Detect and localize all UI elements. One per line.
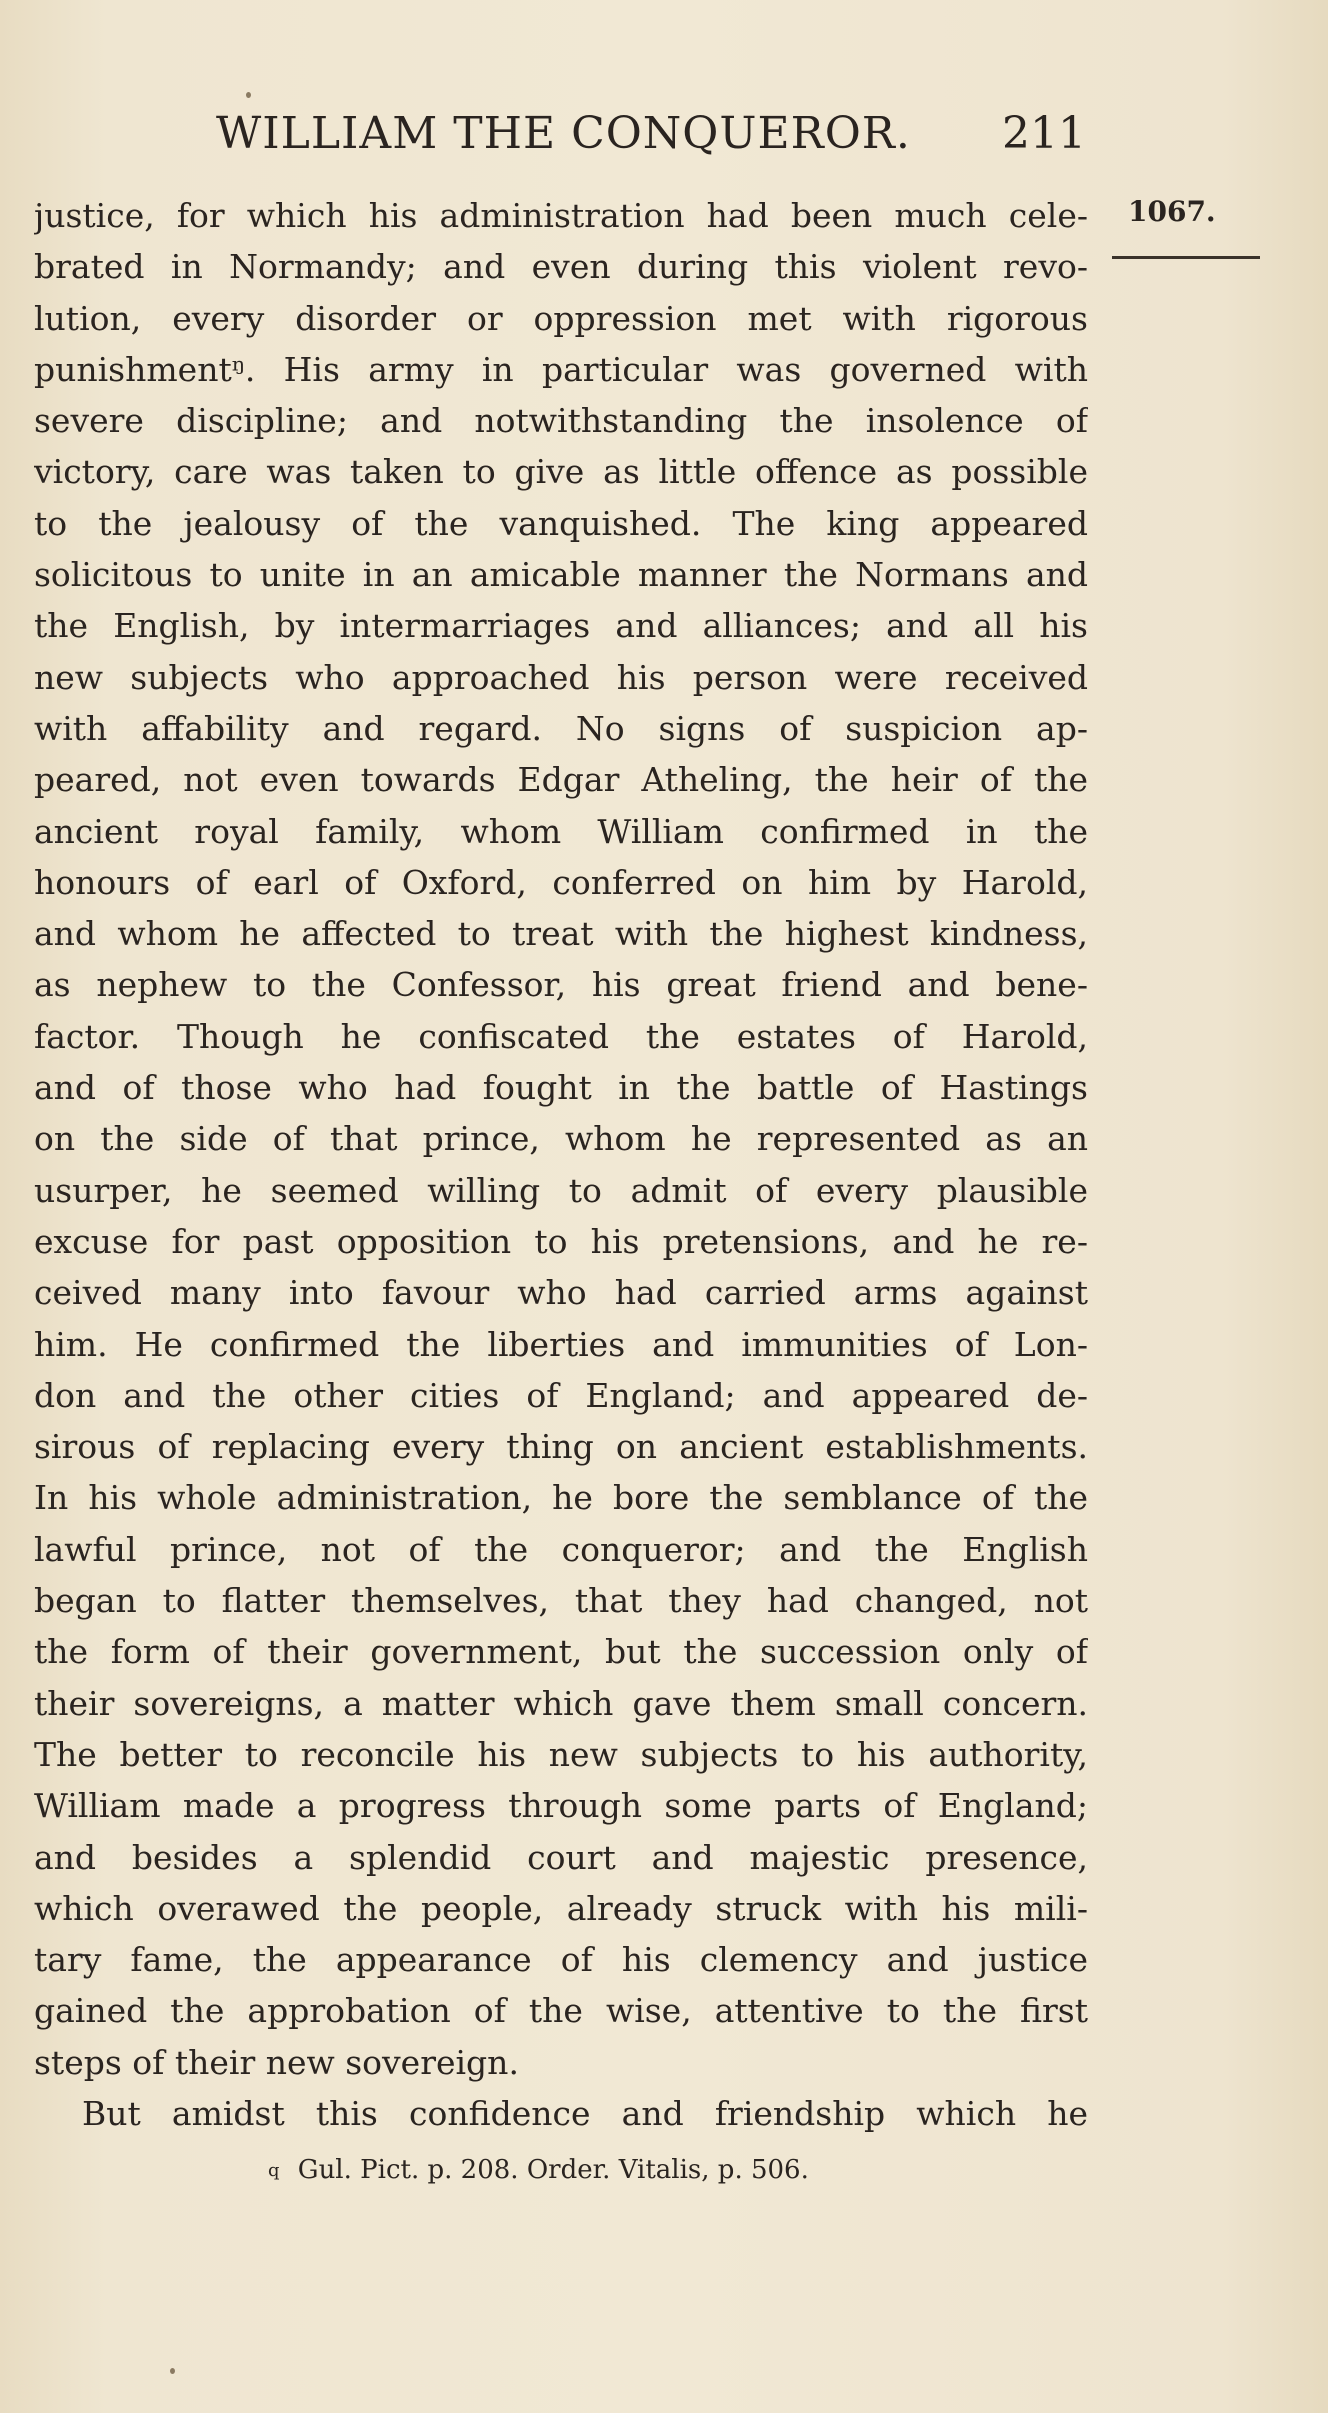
- text-line: victory, care was taken to give as little offence as possible: [34, 452, 1088, 492]
- text-line: ancient royal family, whom William confirmed in the: [34, 811, 1088, 851]
- paper-speck: [246, 92, 251, 98]
- text-line: solicitous to unite in an amicable manner the Normans and: [34, 555, 1088, 595]
- running-header: [216, 108, 1086, 168]
- text-line: punishmentᵑ. His army in particular was governed with: [34, 349, 1088, 389]
- margin-year-note: 1067.: [1128, 195, 1216, 228]
- text-line: gained the approbation of the wise, attentive to the first: [34, 1991, 1088, 2031]
- text-line: William made a progress through some parts of England;: [34, 1786, 1088, 1826]
- text-line: But amidst this confidence and friendship which he: [82, 2093, 1088, 2133]
- text-line: with affability and regard. No signs of suspicion ap-: [34, 708, 1088, 748]
- text-line: and besides a splendid court and majestic presence,: [34, 1837, 1088, 1877]
- text-line: the form of their government, but the succession only of: [34, 1632, 1088, 1672]
- text-line: excuse for past opposition to his pretensions, and he re-: [34, 1221, 1088, 1261]
- text-line: began to flatter themselves, that they had changed, not: [34, 1581, 1088, 1621]
- text-line: on the side of that prince, whom he represented as an: [34, 1119, 1088, 1159]
- text-line: severe discipline; and notwithstanding the insolence of: [34, 401, 1088, 441]
- text-line: The better to reconcile his new subjects to his authority,: [34, 1734, 1088, 1774]
- text-line: usurper, he seemed willing to admit of every plausible: [34, 1170, 1088, 1210]
- text-line: which overawed the people, already struck with his mili-: [34, 1888, 1088, 1928]
- running-title: WILLIAM THE CONQUEROR.: [216, 108, 911, 159]
- page-number: 211: [1002, 108, 1086, 159]
- text-line: ceived many into favour who had carried arms against: [34, 1273, 1088, 1313]
- footnote-text: Gul. Pict. p. 208. Order. Vitalis, p. 506.: [297, 2155, 809, 2185]
- text-line: new subjects who approached his person were received: [34, 657, 1088, 697]
- text-line: the English, by intermarriages and alliances; and all his: [34, 606, 1088, 646]
- text-line: don and the other cities of England; and appeared de-: [34, 1375, 1088, 1415]
- text-line: as nephew to the Confessor, his great friend and bene-: [34, 965, 1088, 1005]
- text-line: justice, for which his administration had been much cele-: [34, 196, 1088, 235]
- text-line: steps of their new sovereign.: [34, 2042, 519, 2082]
- footnote: [268, 2155, 809, 2185]
- text-line: their sovereigns, a matter which gave them small concern.: [34, 1683, 1088, 1723]
- text-line: tary fame, the appearance of his clemency and justice: [34, 1940, 1088, 1980]
- text-line: lution, every disorder or oppression met with rigorous: [34, 298, 1088, 338]
- text-line: In his whole administration, he bore the semblance of the: [34, 1478, 1088, 1518]
- text-line: lawful prince, not of the conqueror; and the English: [34, 1529, 1088, 1569]
- text-line: brated in Normandy; and even during this violent revo-: [34, 247, 1088, 287]
- body-text: [34, 190, 1088, 2139]
- text-line: to the jealousy of the vanquished. The king appeared: [34, 503, 1088, 543]
- text-line: honours of earl of Oxford, conferred on him by Harold,: [34, 862, 1088, 902]
- text-line: peared, not even towards Edgar Atheling, the heir of the: [34, 760, 1088, 800]
- footnote-mark: q: [268, 2160, 280, 2181]
- text-line: and of those who had fought in the battle of Hastings: [34, 1068, 1088, 1108]
- text-line: him. He confirmed the liberties and immunities of Lon-: [34, 1324, 1088, 1364]
- paper-speck: [170, 2368, 175, 2374]
- text-line: sirous of replacing every thing on ancient establishments.: [34, 1427, 1088, 1467]
- text-line: and whom he affected to treat with the highest kindness,: [34, 914, 1088, 954]
- text-line: factor. Though he confiscated the estates of Harold,: [34, 1016, 1088, 1056]
- margin-rule-divider: [1112, 256, 1260, 259]
